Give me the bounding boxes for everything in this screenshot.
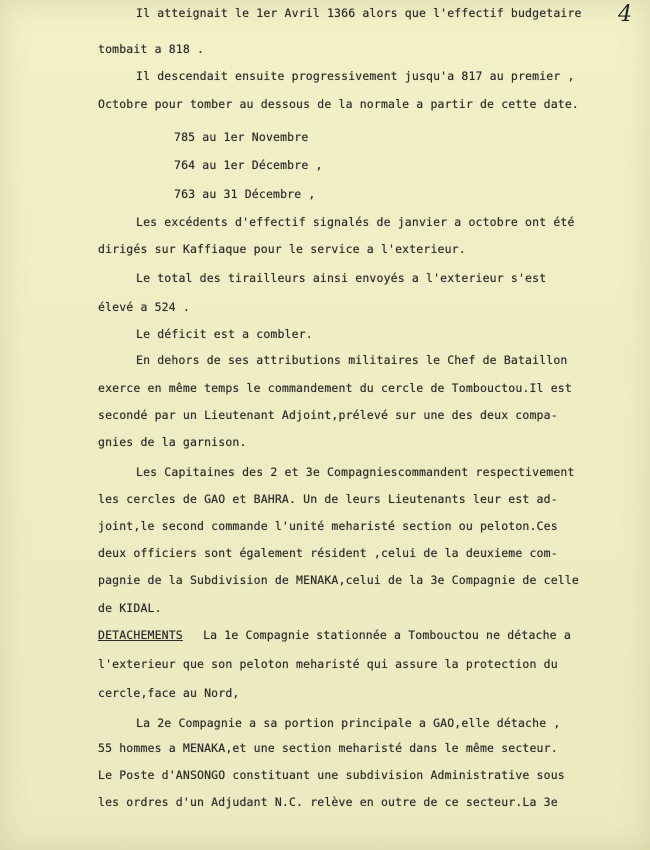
- text-line: les cercles de GAO et BAHRA. Un de leurs Lieutenants leur est ad-: [98, 492, 558, 506]
- text-line: cercle,face au Nord,: [98, 686, 240, 700]
- text-line: tombait a 818 .: [98, 42, 205, 56]
- text-line: 785 au 1er Novembre: [174, 130, 309, 144]
- text-line: 55 hommes a MENAKA,et une section meharisté dans le même secteur.: [98, 741, 558, 755]
- text-line: les ordres d'un Adjudant N.C. relève en outre de ce secteur.La 3e: [98, 795, 558, 809]
- text-line: Le Poste d'ANSONGO constituant une subdivision Administrative sous: [98, 768, 565, 782]
- text-line: l'exterieur que son peloton meharisté qui assure la protection du: [98, 657, 558, 671]
- text-line: Le total des tirailleurs ainsi envoyés a l'exterieur s'est: [136, 271, 547, 285]
- text-line: 763 au 31 Décembre ,: [174, 187, 316, 201]
- text-line: Il atteignait le 1er Avril 1366 alors que l'effectif budgetaire: [136, 6, 582, 20]
- text-line: joint,le second commande l'unité meharisté section ou peloton.Ces: [98, 519, 558, 533]
- section-heading: DETACHEMENTS: [98, 628, 183, 642]
- text-line: Les Capitaines des 2 et 3e Compagniescommandent respectivement: [136, 465, 575, 479]
- text-line: En dehors de ses attributions militaires le Chef de Bataillon: [136, 353, 568, 367]
- text-line: Le déficit est a combler.: [136, 327, 313, 341]
- text-line: élevé a 524 .: [98, 300, 190, 314]
- text-line: de KIDAL.: [98, 601, 162, 615]
- text-line: La 2e Compagnie a sa portion principale a GAO,elle détache ,: [136, 716, 561, 730]
- text-line: deux officiers sont également résident ,celui de la deuxieme com-: [98, 546, 558, 560]
- text-line: gnies de la garnison.: [98, 435, 247, 449]
- text-line: exerce en même temps le commandement du cercle de Tombouctou.Il est: [98, 381, 572, 395]
- text-line: Les excédents d'effectif signalés de janvier a octobre ont été: [136, 215, 575, 229]
- page-number: 4: [618, 2, 632, 27]
- text-line: 764 au 1er Décembre ,: [174, 158, 323, 172]
- text-line: La 1e Compagnie stationnée a Tombouctou ne détache a: [196, 628, 571, 642]
- text-line: Octobre pour tomber au dessous de la normale a partir de cette date.: [98, 97, 580, 111]
- text-line: pagnie de la Subdivision de MENAKA,celui de la 3e Compagnie de celle: [98, 573, 580, 587]
- text-line: secondé par un Lieutenant Adjoint,prélevé sur une des deux compa-: [98, 408, 558, 422]
- text-line: dirigés sur Kaffiaque pour le service a l'exterieur.: [98, 242, 466, 256]
- text-line: Il descendait ensuite progressivement jusqu'a 817 au premier ,: [136, 69, 575, 83]
